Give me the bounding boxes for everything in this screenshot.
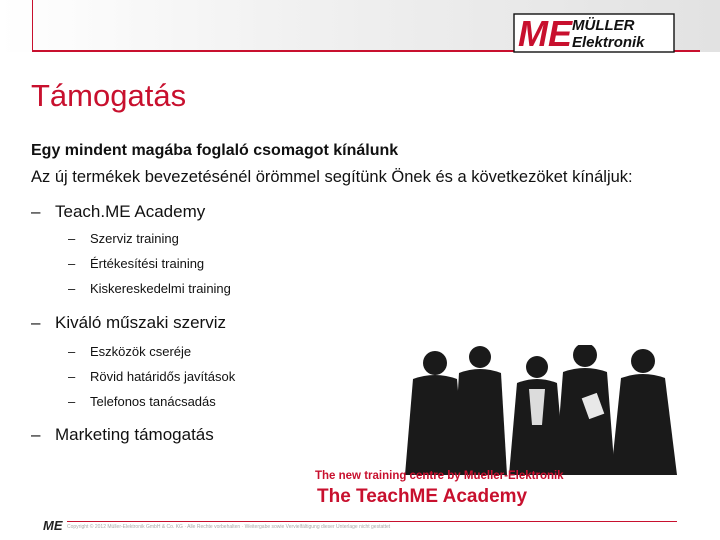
sub-bullet-label: Kiskereskedelmi training [90, 281, 231, 296]
slide-subtitle: Egy mindent magába foglaló csomagot kínálunk [31, 142, 399, 159]
sub-bullet [68, 281, 231, 296]
footer-logo-text: ME [43, 518, 63, 532]
sub-bullet [68, 344, 191, 359]
sub-bullet [68, 231, 179, 246]
bullet-dash: – [31, 202, 41, 221]
page-title: Támogatás [31, 78, 187, 113]
logo-mueller: MÜLLER [572, 17, 635, 34]
bullet-dash: – [68, 394, 76, 409]
footer-rule [67, 521, 677, 522]
slide-intro: Az új termékek bevezetésénél örömmel segítünk Önek és a következöket kínáljuk: [31, 168, 633, 186]
sub-bullet-label: Eszközök cseréje [90, 344, 192, 359]
footer-copyright: Copyright © 2012 Müller-Elektronik GmbH & Co. KG · Alle Rechte vorbehalten · Weitergabe sowie Vervielfältigung dieser Unterlage nicht gestattet [67, 524, 391, 530]
promo-academy-title: The TeachME Academy [317, 486, 528, 507]
footer-me-logo [43, 518, 65, 532]
bullet-dash: – [31, 313, 41, 332]
sub-bullet [68, 369, 235, 384]
business-people-silhouette [395, 345, 695, 475]
bullet-label: Marketing támogatás [55, 425, 214, 444]
bullet-dash: – [68, 281, 76, 296]
promo-tagline: The new training centre by Mueller-Elektronik [315, 470, 564, 482]
bullet-dash: – [31, 425, 41, 444]
bullet-teachme [31, 202, 205, 222]
logo-me: ME [518, 13, 572, 54]
bullet-label: Teach.ME Academy [55, 202, 206, 221]
bullet-label: Kiváló műszaki szerviz [55, 313, 226, 332]
header-left-rule [32, 0, 33, 52]
bullet-dash: – [68, 256, 76, 271]
bullet-dash: – [68, 344, 76, 359]
mueller-elektronik-logo [500, 2, 678, 56]
bullet-dash: – [68, 369, 76, 384]
bullet-service [31, 313, 226, 333]
sub-bullet-label: Értékesítési training [90, 256, 205, 271]
sub-bullet-label: Telefonos tanácsadás [90, 394, 216, 409]
sub-bullet-label: Szerviz training [90, 231, 179, 246]
sub-bullet-label: Rövid határidős javítások [90, 369, 236, 384]
bullet-marketing [31, 425, 214, 445]
bullet-dash: – [68, 231, 76, 246]
logo-elektronik: Elektronik [572, 34, 645, 51]
sub-bullet [68, 256, 204, 271]
sub-bullet [68, 394, 216, 409]
